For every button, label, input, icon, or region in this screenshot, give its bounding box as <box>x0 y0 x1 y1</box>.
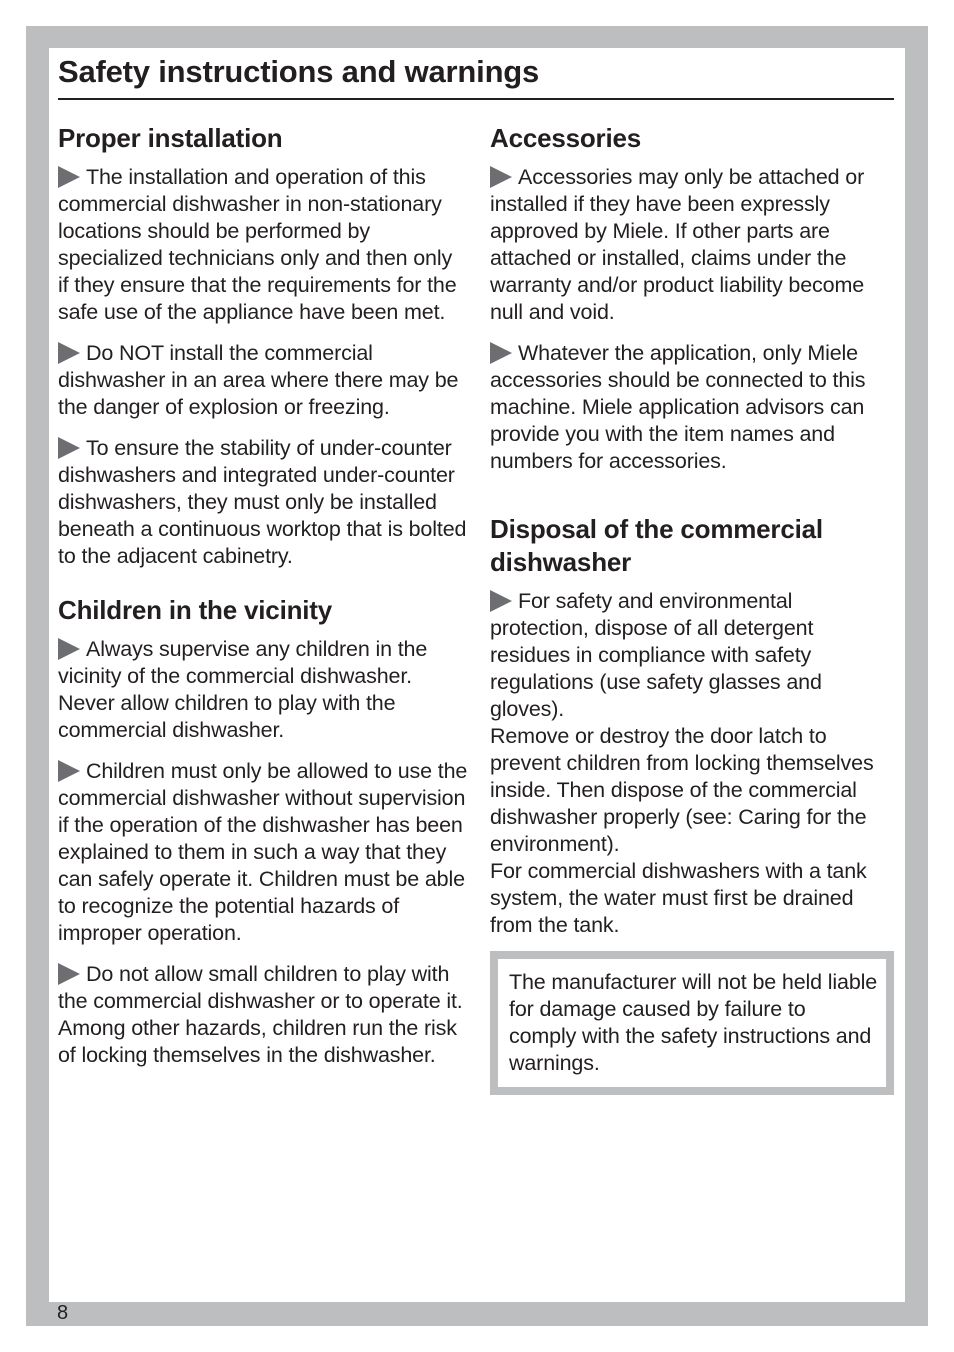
page-number: 8 <box>57 1302 69 1324</box>
right-column <box>490 122 894 1119</box>
heading-disposal: Disposal of the commercial dishwasher <box>490 514 823 577</box>
section-accessories <box>490 122 894 475</box>
triangle-bullet-icon <box>58 166 80 188</box>
paragraph: Do not allow small children to play with the commercial dishwasher or to operate it. Among other hazards, children run the risk of locking themselves in the dishwasher. <box>58 962 463 1067</box>
triangle-bullet-icon <box>490 590 512 612</box>
heading-proper-installation: Proper installation <box>58 123 283 153</box>
heading-children: Children in the vicinity <box>58 595 333 625</box>
triangle-bullet-icon <box>58 342 80 364</box>
section-disposal <box>490 513 894 1095</box>
heading-accessories: Accessories <box>490 123 642 153</box>
section-children <box>58 594 468 1069</box>
triangle-bullet-icon <box>58 963 80 985</box>
triangle-bullet-icon <box>490 166 512 188</box>
paragraph: To ensure the stability of under-counter dishwashers and integrated under-counter dishwashers, they must only be installed beneath a continuous worktop that is bolted to the adjacent cabinetry. <box>58 436 467 568</box>
liability-note-box: The manufacturer will not be held liable for damage caused by failure to comply with the safety instructions and warnings. <box>490 951 894 1095</box>
triangle-bullet-icon <box>58 760 80 782</box>
triangle-bullet-icon <box>58 437 80 459</box>
paragraph: Always supervise any children in the vicinity of the commercial dishwasher. Never allow children to play with the commercial dishwasher. <box>58 637 428 742</box>
paragraph: Remove or destroy the door latch to prevent children from locking themselves inside. Then dispose of the commercial dishwasher properly (see: Caring for the environment). <box>490 724 874 856</box>
left-column <box>58 122 468 1093</box>
triangle-bullet-icon <box>490 342 512 364</box>
paragraph: Children must only be allowed to use the commercial dishwasher without supervision if the operation of the dishwasher has been explained to them in such a way that they can safely operate it. Children must be able to recognize the potential hazards of improper operation. <box>58 759 468 945</box>
paragraph: The installation and operation of this commercial dishwasher in non-stationary locations should be performed by specialized technicians only and then only if they ensure that the requirements for the safe use of the appliance have been met. <box>58 165 457 324</box>
page-title: Safety instructions and warnings <box>58 50 894 100</box>
paragraph: Accessories may only be attached or installed if they have been expressly approved by Miele. If other parts are attached or installed, claims under the warranty and/or product liability become null and void. <box>490 165 865 324</box>
paragraph: Whatever the application, only Miele accessories should be connected to this machine. Miele application advisors can provide you with the item names and numbers for accessories. <box>490 341 866 473</box>
section-proper-installation <box>58 122 468 570</box>
paragraph: For commercial dishwashers with a tank system, the water must first be drained from the tank. <box>490 859 867 937</box>
paragraph: Do NOT install the commercial dishwasher in an area where there may be the danger of explosion or freezing. <box>58 341 459 419</box>
triangle-bullet-icon <box>58 638 80 660</box>
paragraph: For safety and environmental protection, dispose of all detergent residues in compliance with safety regulations (use safety glasses and gloves). <box>490 589 822 721</box>
